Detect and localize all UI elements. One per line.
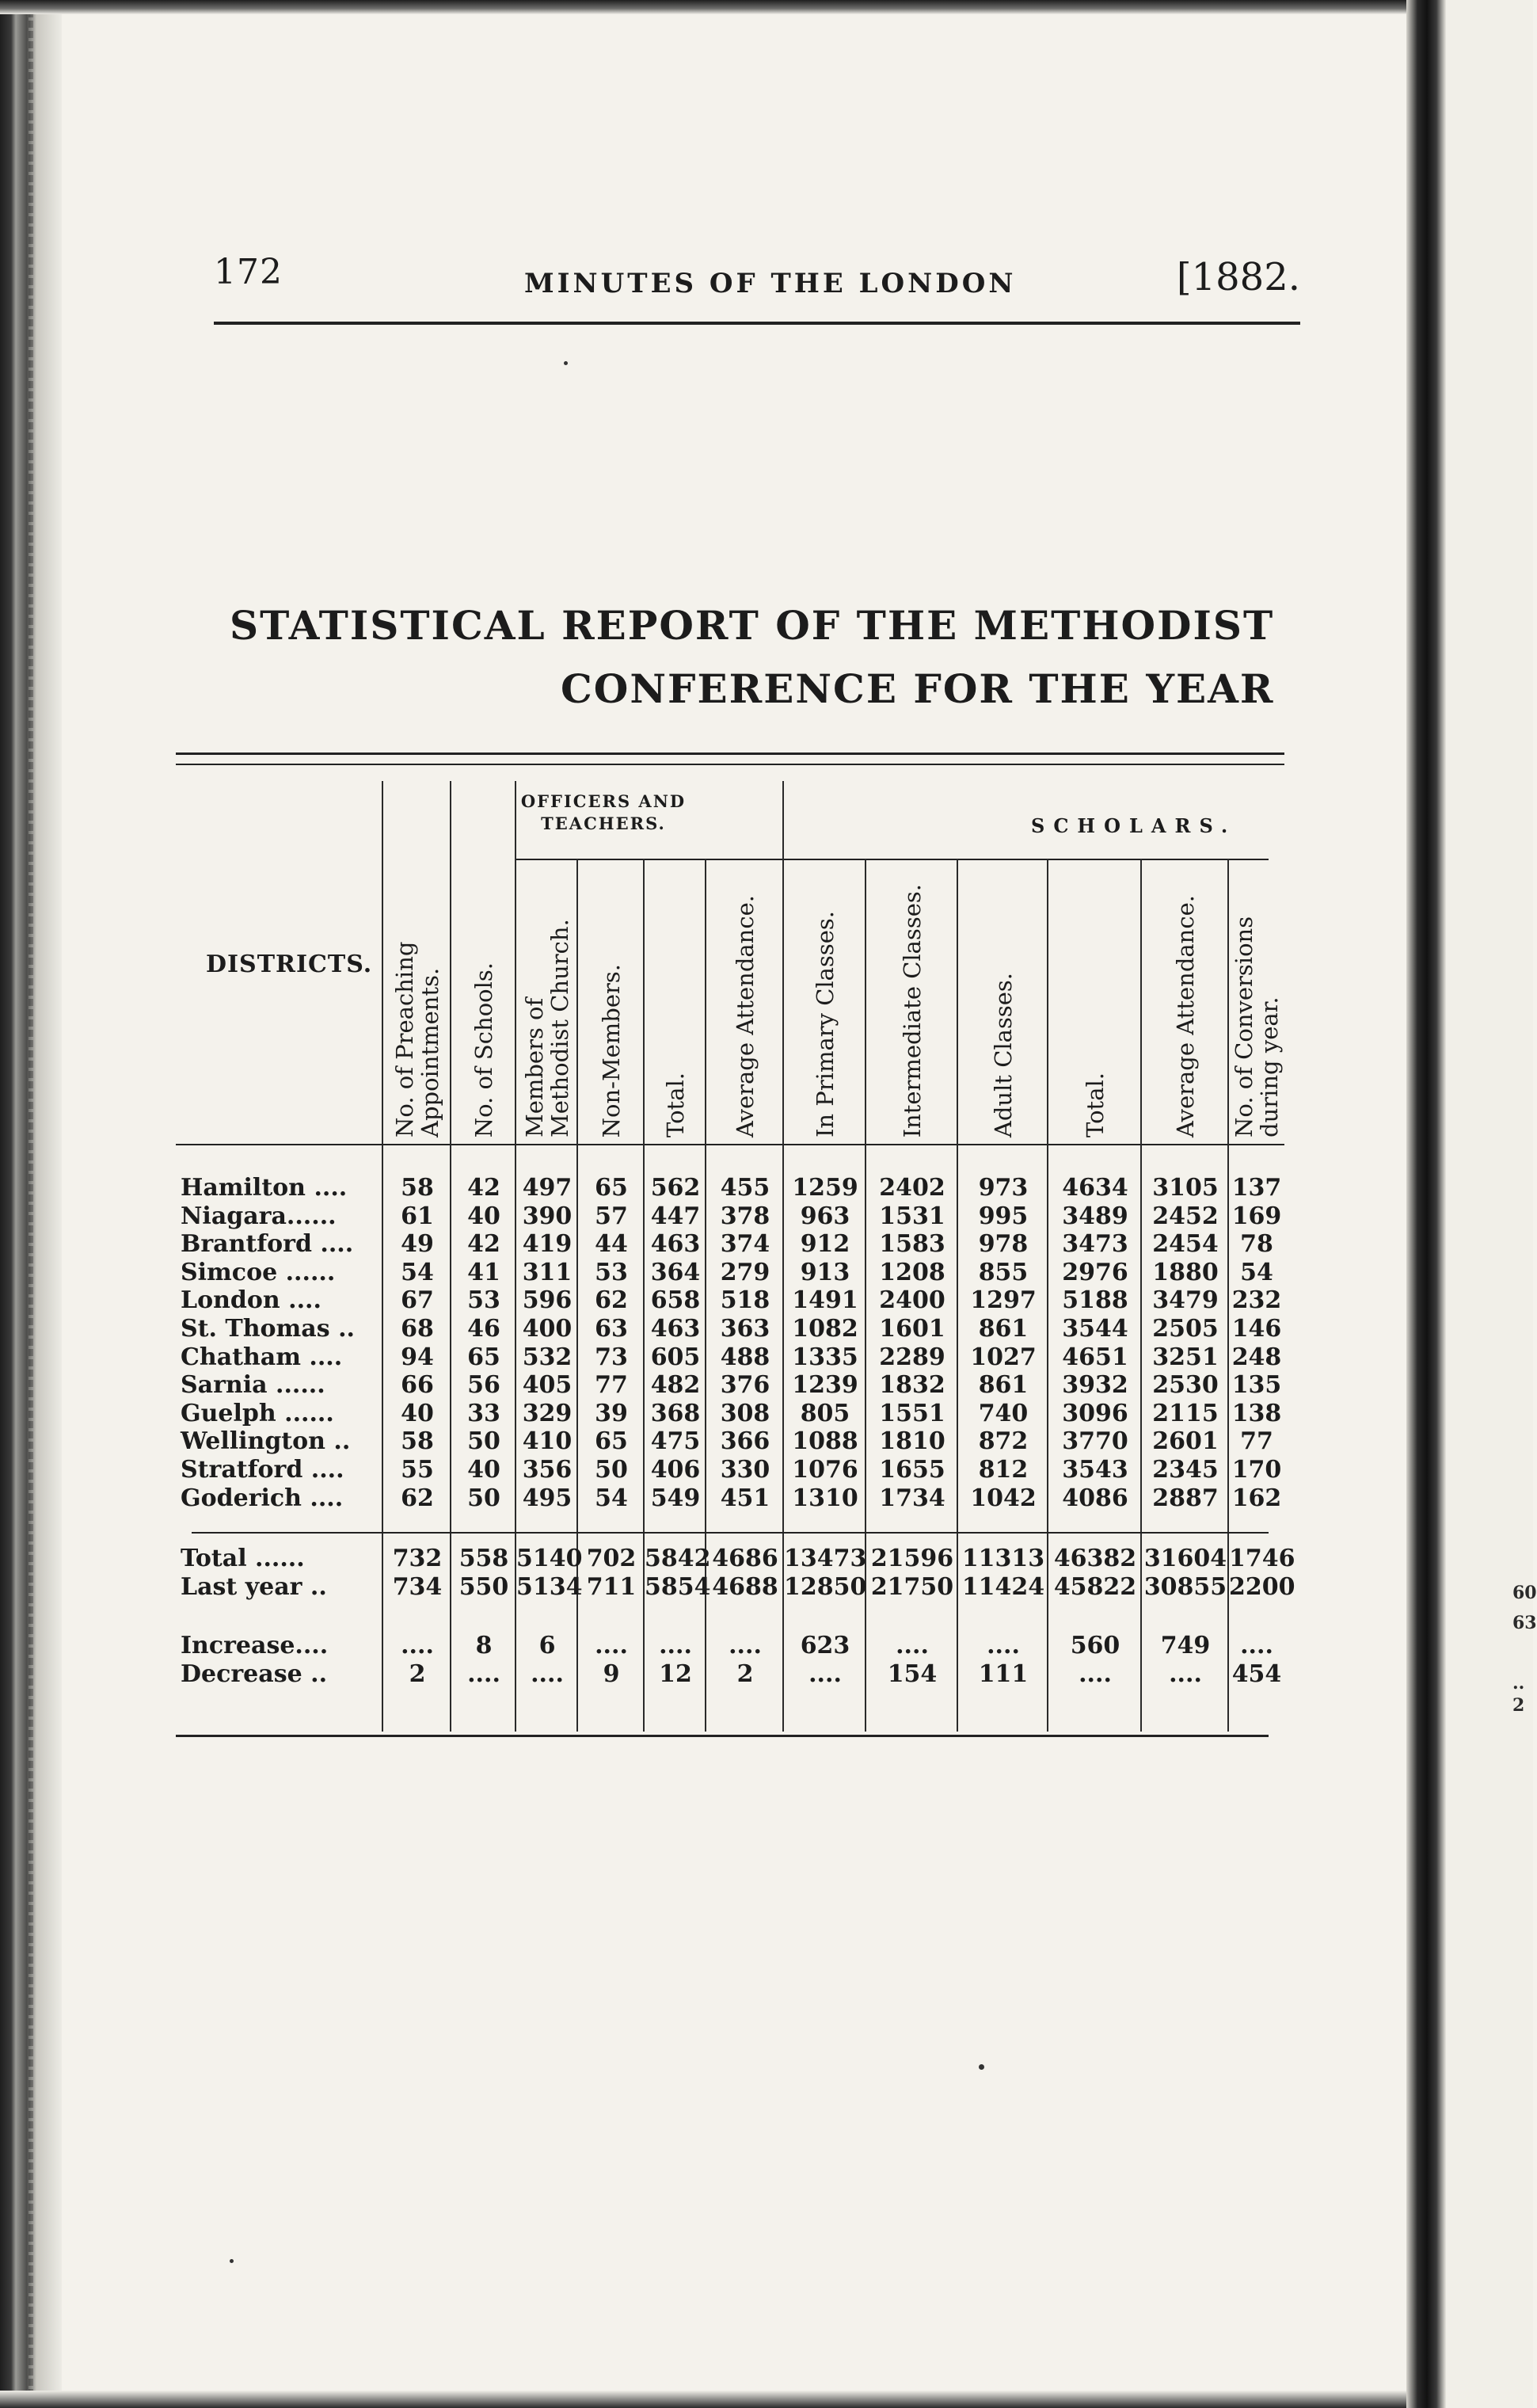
table-cell: 40 <box>467 1202 500 1230</box>
table-cell: 1088 <box>792 1427 858 1456</box>
table-cell: 2289 <box>879 1343 945 1371</box>
table-cell: 4086 <box>1062 1484 1128 1512</box>
table-cell: 146 <box>1231 1315 1282 1343</box>
table-cell: 740 <box>978 1399 1029 1427</box>
table-cell: 1810 <box>879 1427 945 1456</box>
facing-page-fragment: 2 <box>1512 1695 1525 1716</box>
column-header <box>645 871 706 1144</box>
table-cell: 1531 <box>879 1202 945 1230</box>
district-row <box>176 1400 1284 1428</box>
table-cell: 454 <box>1231 1660 1282 1688</box>
district-row <box>176 1259 1284 1287</box>
table-cell: 57 <box>595 1202 628 1230</box>
table-cell: 111 <box>978 1660 1029 1688</box>
district-name: London .... <box>181 1286 321 1315</box>
table-cell: 400 <box>522 1315 573 1343</box>
table-cell: 78 <box>1240 1230 1273 1259</box>
table-cell: 5188 <box>1062 1286 1128 1315</box>
table-cell: 170 <box>1231 1456 1282 1484</box>
table-cell: 12 <box>659 1660 692 1688</box>
column-header-label: Intermediate Classes. <box>899 883 926 1137</box>
table-cell: 855 <box>978 1258 1029 1286</box>
table-cell: 475 <box>650 1427 701 1456</box>
table-cell: 658 <box>650 1286 701 1315</box>
table-cell: 311 <box>522 1258 573 1286</box>
table-cell: 732 <box>392 1545 443 1572</box>
table-cell: 4634 <box>1062 1174 1128 1202</box>
table-cell: 3770 <box>1062 1427 1128 1456</box>
column-header-label: Average Attendance. <box>1172 894 1199 1137</box>
column-header <box>866 871 958 1144</box>
table-cell: 62 <box>595 1286 628 1315</box>
column-header-label: Average Attendance. <box>732 894 759 1137</box>
facing-page-fragment: 60 <box>1512 1583 1537 1603</box>
table-cell: 378 <box>720 1202 770 1230</box>
table-cell: 11313 <box>961 1545 1045 1572</box>
table-cell: 978 <box>978 1230 1029 1259</box>
table-cell: 734 <box>392 1573 443 1601</box>
scan-speck <box>230 2259 234 2263</box>
district-name: Wellington .. <box>181 1427 351 1456</box>
table-cell: 2115 <box>1152 1399 1219 1427</box>
column-header-label: Total. <box>662 1073 689 1137</box>
table-cell: 1491 <box>792 1286 858 1315</box>
book-gutter <box>1406 0 1446 2408</box>
table-cell: .... <box>531 1660 564 1688</box>
district-name: Chatham .... <box>181 1343 343 1371</box>
table-cell: 9 <box>603 1660 620 1688</box>
table-cell: 2887 <box>1152 1484 1219 1512</box>
scan-bottom-edge <box>0 2391 1417 2408</box>
district-name: Stratford .... <box>181 1456 344 1484</box>
table-cell: 1076 <box>792 1456 858 1484</box>
district-name: Brantford .... <box>181 1230 354 1259</box>
table-cell: 368 <box>650 1399 701 1427</box>
table-cell: 973 <box>978 1174 1029 1202</box>
table-cell: 605 <box>650 1343 701 1371</box>
totals-row <box>176 1545 1295 1573</box>
district-name: Goderich .... <box>181 1484 344 1512</box>
table-cell: 623 <box>800 1632 850 1659</box>
table-cell: 410 <box>522 1427 573 1456</box>
page-number: 172 <box>214 252 283 292</box>
table-cell: 1239 <box>792 1371 858 1400</box>
table-cell: 77 <box>595 1371 628 1400</box>
table-cell: 2505 <box>1152 1315 1219 1343</box>
table-cell: 562 <box>650 1174 701 1202</box>
column-header <box>383 776 451 1144</box>
column-header <box>516 871 578 1144</box>
column-header-label: Non-Members. <box>598 963 625 1137</box>
table-cell: 1880 <box>1152 1258 1219 1286</box>
table-cell: 56 <box>467 1371 500 1400</box>
table-cell: 5134 <box>516 1573 583 1601</box>
group-header-rule <box>516 859 1269 860</box>
table-cell: 861 <box>978 1315 1029 1343</box>
table-cell: 463 <box>650 1230 701 1259</box>
table-cell: 364 <box>650 1258 701 1286</box>
table-cell: 73 <box>595 1343 628 1371</box>
table-cell: 749 <box>1160 1632 1211 1659</box>
column-header-label: No. of Schools. <box>470 962 497 1137</box>
table-cell: .... <box>1169 1660 1202 1688</box>
table-cell: 495 <box>522 1484 573 1512</box>
table-cell: 912 <box>800 1230 850 1259</box>
column-header <box>451 776 516 1144</box>
row-label: Decrease .. <box>181 1660 328 1688</box>
table-cell: 279 <box>720 1258 770 1286</box>
table-cell: 995 <box>978 1202 1029 1230</box>
column-header <box>958 871 1048 1144</box>
district-row <box>176 1484 1284 1513</box>
district-row <box>176 1343 1284 1372</box>
table-cell: 45822 <box>1053 1573 1137 1601</box>
table-cell: 596 <box>522 1286 573 1315</box>
header-bottom-rule <box>176 1144 1284 1145</box>
table-cell: 3251 <box>1152 1343 1219 1371</box>
table-cell: .... <box>1240 1632 1273 1659</box>
table-cell: 3544 <box>1062 1315 1128 1343</box>
table-cell: 2 <box>736 1660 754 1688</box>
district-row <box>176 1286 1284 1315</box>
table-cell: 54 <box>1240 1258 1273 1286</box>
table-cell: 66 <box>401 1371 434 1400</box>
district-row <box>176 1202 1284 1231</box>
report-title-line-1: STATISTICAL REPORT OF THE METHODIST <box>230 602 1275 649</box>
table-cell: 488 <box>720 1343 770 1371</box>
table-cell: 308 <box>720 1399 770 1427</box>
table-cell: 6 <box>538 1632 556 1659</box>
table-cell: 232 <box>1231 1286 1282 1315</box>
table-cell: 1310 <box>792 1484 858 1512</box>
table-cell: 518 <box>720 1286 770 1315</box>
column-header <box>1048 871 1142 1144</box>
table-cell: .... <box>401 1632 434 1659</box>
running-title: MINUTES OF THE LONDON <box>524 268 1017 299</box>
table-cell: 1027 <box>970 1343 1037 1371</box>
table-cell: 2345 <box>1152 1456 1219 1484</box>
table-cell: 2976 <box>1062 1258 1128 1286</box>
column-header-label: Total. <box>1082 1073 1109 1137</box>
table-cell: 13473 <box>784 1545 867 1572</box>
running-year: [1882. <box>1176 255 1300 299</box>
table-cell: 50 <box>467 1484 500 1512</box>
officers-teachers-group-header: OFFICERS AND TEACHERS. <box>520 791 687 833</box>
table-cell: 1208 <box>879 1258 945 1286</box>
statistics-table <box>176 752 1295 1751</box>
table-cell: 31604 <box>1143 1545 1227 1572</box>
table-cell: 1551 <box>879 1399 945 1427</box>
table-cell: .... <box>896 1632 929 1659</box>
totals-row <box>176 1573 1295 1602</box>
table-cell: 451 <box>720 1484 770 1512</box>
table-cell: 39 <box>595 1399 628 1427</box>
table-cell: .... <box>729 1632 762 1659</box>
table-cell: 49 <box>401 1230 434 1259</box>
table-cell: 5140 <box>516 1545 583 1572</box>
district-name: Niagara...... <box>181 1202 337 1230</box>
table-cell: 154 <box>887 1660 938 1688</box>
table-cell: 329 <box>522 1399 573 1427</box>
table-cell: 1655 <box>879 1456 945 1484</box>
table-cell: 702 <box>586 1545 637 1572</box>
district-row <box>176 1427 1284 1456</box>
district-name: Sarnia ...... <box>181 1371 325 1400</box>
column-header-label: No. of Preaching Appointments. <box>391 941 443 1137</box>
table-cell: 1297 <box>970 1286 1037 1315</box>
table-cell: 1601 <box>879 1315 945 1343</box>
table-cell: 3543 <box>1062 1456 1128 1484</box>
row-label: Total ...... <box>181 1545 305 1572</box>
table-cell: 94 <box>401 1343 434 1371</box>
table-cell: 1734 <box>879 1484 945 1512</box>
table-cell: 67 <box>401 1286 434 1315</box>
table-cell: 2454 <box>1152 1230 1219 1259</box>
districts-label: DISTRICTS. <box>206 951 373 978</box>
table-cell: 3479 <box>1152 1286 1219 1315</box>
table-cell: 1746 <box>1229 1545 1295 1572</box>
table-cell: 58 <box>401 1427 434 1456</box>
table-cell: 356 <box>522 1456 573 1484</box>
column-header <box>578 871 645 1144</box>
table-cell: 861 <box>978 1371 1029 1400</box>
table-cell: 455 <box>720 1174 770 1202</box>
table-cell: 61 <box>401 1202 434 1230</box>
table-cell: 50 <box>595 1456 628 1484</box>
table-cell: 53 <box>595 1258 628 1286</box>
table-cell: 550 <box>458 1573 509 1601</box>
table-cell: 366 <box>720 1427 770 1456</box>
table-cell: 62 <box>401 1484 434 1512</box>
table-cell: 42 <box>467 1174 500 1202</box>
table-cell: 65 <box>595 1427 628 1456</box>
row-label: Increase.... <box>181 1632 329 1659</box>
table-cell: 54 <box>401 1258 434 1286</box>
facing-page-edge <box>1446 0 1537 2408</box>
table-cell: 1042 <box>970 1484 1037 1512</box>
facing-page-fragment: 63 <box>1512 1613 1537 1633</box>
table-cell: 169 <box>1231 1202 1282 1230</box>
table-cell: 374 <box>720 1230 770 1259</box>
table-cell: 40 <box>401 1399 434 1427</box>
table-cell: 2452 <box>1152 1202 1219 1230</box>
table-cell: 3473 <box>1062 1230 1128 1259</box>
table-bottom-rule <box>176 1735 1269 1737</box>
table-cell: 4686 <box>712 1545 778 1572</box>
header-rule <box>214 322 1300 325</box>
table-cell: 33 <box>467 1399 500 1427</box>
book-binding-edge <box>0 0 62 2408</box>
table-cell: 1259 <box>792 1174 858 1202</box>
table-cell: 248 <box>1231 1343 1282 1371</box>
table-cell: 2601 <box>1152 1427 1219 1456</box>
table-cell: 405 <box>522 1371 573 1400</box>
table-cell: 11424 <box>961 1573 1045 1601</box>
table-cell: 65 <box>467 1343 500 1371</box>
table-cell: 162 <box>1231 1484 1282 1512</box>
table-cell: 2400 <box>879 1286 945 1315</box>
column-header-label: In Primary Classes. <box>812 910 839 1137</box>
district-row <box>176 1456 1284 1484</box>
table-cell: 4688 <box>712 1573 778 1601</box>
table-cell: 46 <box>467 1315 500 1343</box>
table-cell: 4651 <box>1062 1343 1128 1371</box>
change-row <box>176 1660 1284 1689</box>
facing-page-fragment: .. <box>1512 1673 1525 1694</box>
table-cell: 419 <box>522 1230 573 1259</box>
column-header-label: Adult Classes. <box>990 972 1017 1137</box>
column-header-label: No. of Conversions during year. <box>1231 916 1283 1137</box>
table-cell: 46382 <box>1053 1545 1137 1572</box>
table-cell: 53 <box>467 1286 500 1315</box>
table-cell: 963 <box>800 1202 850 1230</box>
district-name: St. Thomas .. <box>181 1315 355 1343</box>
scan-speck <box>564 361 568 365</box>
running-head <box>214 252 1300 315</box>
table-cell: 711 <box>586 1573 637 1601</box>
table-cell: 5854 <box>645 1573 711 1601</box>
district-row <box>176 1174 1284 1202</box>
table-cell: 21750 <box>870 1573 954 1601</box>
table-cell: 58 <box>401 1174 434 1202</box>
table-cell: .... <box>1079 1660 1112 1688</box>
table-cell: 1832 <box>879 1371 945 1400</box>
table-cell: 2530 <box>1152 1371 1219 1400</box>
table-cell: 3105 <box>1152 1174 1219 1202</box>
table-cell: 463 <box>650 1315 701 1343</box>
table-cell: .... <box>595 1632 628 1659</box>
table-cell: 330 <box>720 1456 770 1484</box>
table-cell: 44 <box>595 1230 628 1259</box>
table-cell: 2200 <box>1229 1573 1295 1601</box>
table-cell: 135 <box>1231 1371 1282 1400</box>
scan-speck <box>979 2064 984 2070</box>
table-cell: 3489 <box>1062 1202 1128 1230</box>
column-header <box>1229 871 1284 1144</box>
table-cell: .... <box>987 1632 1020 1659</box>
table-cell: 3932 <box>1062 1371 1128 1400</box>
table-cell: 482 <box>650 1371 701 1400</box>
table-cell: 65 <box>595 1174 628 1202</box>
table-top-rule <box>176 752 1284 755</box>
scan-top-edge <box>0 0 1417 14</box>
table-cell: 68 <box>401 1315 434 1343</box>
table-cell: 2402 <box>879 1174 945 1202</box>
district-row <box>176 1315 1284 1343</box>
column-header-label: Members of Methodist Church. <box>521 919 573 1137</box>
table-cell: 872 <box>978 1427 1029 1456</box>
table-cell: 54 <box>595 1484 628 1512</box>
table-cell: 390 <box>522 1202 573 1230</box>
totals-rule <box>192 1532 1269 1534</box>
table-cell: 1082 <box>792 1315 858 1343</box>
table-cell: 5842 <box>645 1545 711 1572</box>
district-row <box>176 1230 1284 1259</box>
table-top-rule <box>176 764 1284 765</box>
table-cell: 137 <box>1231 1174 1282 1202</box>
row-label: Last year .. <box>181 1573 327 1601</box>
table-cell: 77 <box>1240 1427 1273 1456</box>
report-title-line-2: CONFERENCE FOR THE YEAR <box>561 665 1275 712</box>
table-cell: 406 <box>650 1456 701 1484</box>
table-cell: 63 <box>595 1315 628 1343</box>
column-header <box>784 871 866 1144</box>
table-cell: 1583 <box>879 1230 945 1259</box>
table-cell: 497 <box>522 1174 573 1202</box>
district-name: Hamilton .... <box>181 1174 348 1202</box>
table-cell: 913 <box>800 1258 850 1286</box>
table-cell: 805 <box>800 1399 850 1427</box>
table-cell: 138 <box>1231 1399 1282 1427</box>
table-cell: 447 <box>650 1202 701 1230</box>
table-cell: .... <box>659 1632 692 1659</box>
table-cell: 558 <box>458 1545 509 1572</box>
table-cell: 8 <box>475 1632 493 1659</box>
table-cell: 812 <box>978 1456 1029 1484</box>
table-cell: 376 <box>720 1371 770 1400</box>
table-cell: 42 <box>467 1230 500 1259</box>
column-header <box>706 871 784 1144</box>
table-cell: 560 <box>1070 1632 1120 1659</box>
table-cell: 55 <box>401 1456 434 1484</box>
district-name: Guelph ...... <box>181 1399 334 1427</box>
table-cell: 3096 <box>1062 1399 1128 1427</box>
table-cell: 532 <box>522 1343 573 1371</box>
table-cell: 30855 <box>1143 1573 1227 1601</box>
scholars-group-header: SCHOLARS. <box>1031 814 1237 837</box>
table-cell: 549 <box>650 1484 701 1512</box>
table-cell: 41 <box>467 1258 500 1286</box>
column-header <box>1142 871 1229 1144</box>
table-cell: 50 <box>467 1427 500 1456</box>
table-cell: 363 <box>720 1315 770 1343</box>
district-name: Simcoe ...... <box>181 1258 336 1286</box>
table-cell: 21596 <box>870 1545 954 1572</box>
table-cell: 2 <box>409 1660 426 1688</box>
change-row <box>176 1632 1284 1660</box>
table-cell: 1335 <box>792 1343 858 1371</box>
table-cell: .... <box>467 1660 500 1688</box>
table-cell: .... <box>808 1660 842 1688</box>
table-cell: 12850 <box>784 1573 867 1601</box>
table-cell: 40 <box>467 1456 500 1484</box>
district-row <box>176 1371 1284 1400</box>
